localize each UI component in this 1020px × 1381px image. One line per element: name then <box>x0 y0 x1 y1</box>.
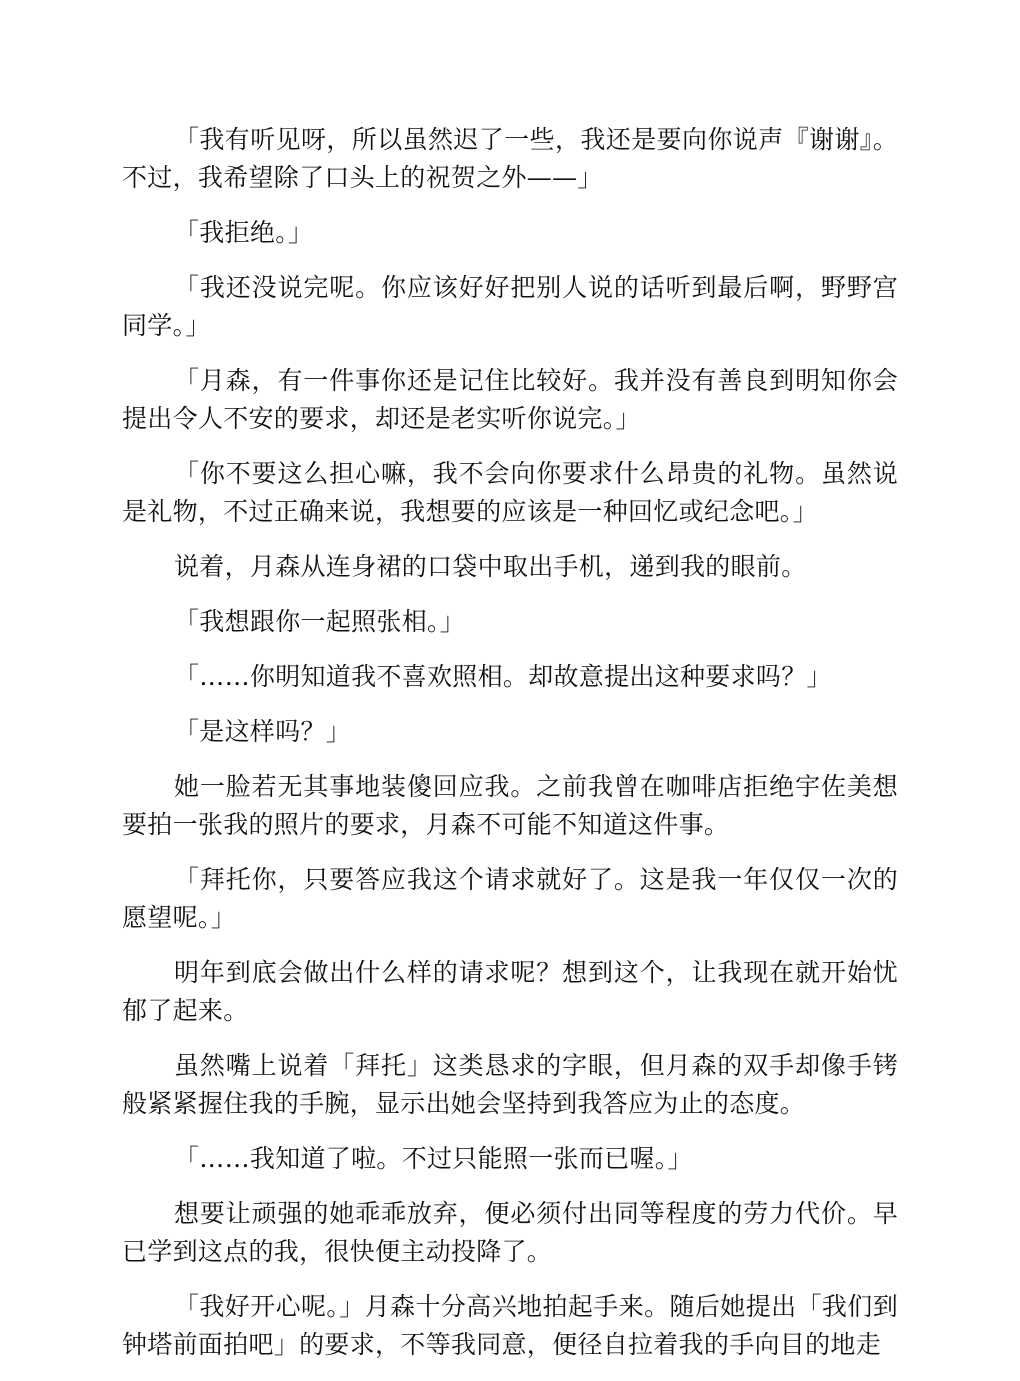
paragraph: 「我想跟你一起照张相。」 <box>174 607 466 636</box>
paragraph: 虽然嘴上说着「拜托」这类恳求的字眼，但月森的双手却像手铐般紧紧握住我的手腕，显示出她会坚持到我答应为止的态度。 <box>122 1051 898 1118</box>
paragraph: 「我还没说完呢。你应该好好把别人说的话听到最后啊，野野宫同学。」 <box>122 273 898 340</box>
paragraph: 「我拒绝。」 <box>174 218 314 247</box>
paragraph: 明年到底会做出什么样的请求呢？想到这个，让我现在就开始忧郁了起来。 <box>122 958 898 1025</box>
paragraph: 「拜托你，只要答应我这个请求就好了。这是我一年仅仅一次的愿望呢。」 <box>122 865 898 932</box>
paragraph: 想要让顽强的她乖乖放弃，便必须付出同等程度的劳力代价。早已学到这点的我，很快便主动投降了。 <box>122 1199 898 1266</box>
paragraph: 说着，月森从连身裙的口袋中取出手机，递到我的眼前。 <box>174 552 807 581</box>
paragraph: 她一脸若无其事地装傻回应我。之前我曾在咖啡店拒绝宇佐美想要拍一张我的照片的要求，月森不可能不知道这件事。 <box>122 772 898 839</box>
paragraph: 「我好开心呢。」月森十分高兴地拍起手来。随后她提出「我们到钟塔前面拍吧」的要求，不等我同意，便径自拉着我的手向目的地走 <box>122 1292 898 1359</box>
text-column <box>122 121 898 1381</box>
paragraph: 「我有听见呀，所以虽然迟了一些，我还是要向你说声『谢谢』。不过，我希望除了口头上的祝贺之外——」 <box>122 125 898 192</box>
paragraph: 「月森，有一件事你还是记住比较好。我并没有善良到明知你会提出令人不安的要求，却还是老实听你说完。」 <box>122 366 898 433</box>
paragraph: 「你不要这么担心嘛，我不会向你要求什么昂贵的礼物。虽然说是礼物，不过正确来说，我想要的应该是一种回忆或纪念吧。」 <box>122 459 898 526</box>
paragraph: 「……你明知道我不喜欢照相。却故意提出这种要求吗？」 <box>174 662 832 691</box>
paragraph: 「……我知道了啦。不过只能照一张而已喔。」 <box>174 1144 693 1173</box>
paragraph: 「是这样吗？」 <box>174 717 352 746</box>
